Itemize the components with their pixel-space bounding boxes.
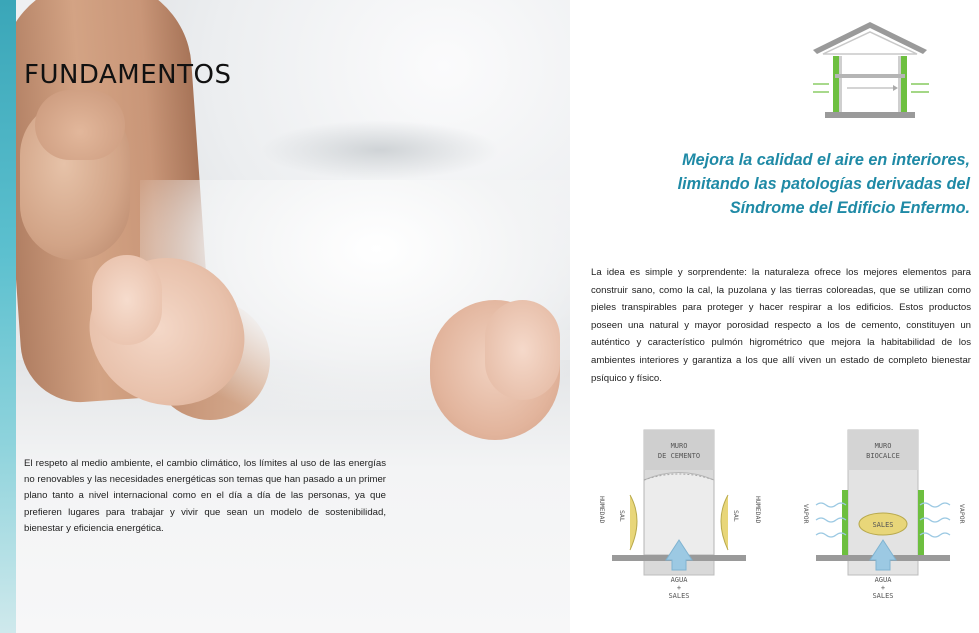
center-label: SALES [872,521,894,529]
bottom-label: SALES [668,592,690,600]
right-page [570,0,979,633]
diagram-title: DE CEMENTO [657,452,701,460]
bottom-label: SALES [872,592,894,600]
biocalce-wall-icon [796,420,966,620]
diagram-title: MURO [670,442,688,450]
headline-line: limitando las patologías derivadas del [677,175,970,193]
side-label: HUMEDAD [598,496,606,524]
side-label: VAPOR [802,504,810,524]
page-title: FUNDAMENTOS [24,60,232,90]
headline-line: Mejora la calidad el aire en interiores, [682,151,970,169]
teal-accent-strip [0,0,16,633]
diagram-title: BIOCALCE [866,452,900,460]
headline [610,148,970,220]
side-label: HUMEDAD [754,496,762,524]
headline-line: Síndrome del Edificio Enfermo. [729,199,970,217]
intro-paragraph: El respeto al medio ambiente, el cambio climático, los límites al uso de las energías no renovables y las necesidades energéticas son temas que han pasado a un primer plano tanto a nivel internacional como en el día a día de las personas, ya que prefieren lugares para trabajar y vivir que sean un modelo de sostenibilidad, bienestar y eficiencia energética. [24,458,386,534]
baby-toes-right [485,300,560,400]
baby-toes-left [92,255,162,345]
bottom-label: AGUA [874,576,892,584]
adult-foot [20,100,130,260]
duvet-fold [260,120,500,180]
body-paragraph: La idea es simple y sorprendente: la naturaleza ofrece los mejores elementos para construir sano, como la cal, la puzolana y las tierras coloreadas, que se utilizan como pieles transpirables para proteger y hacer respirar a los edificios. Estos productos poseen una natural y mayor porosidad respecto a los de cemento, constituyen un auténtico y característico pulmón higrométrico que mejora la habitabilidad de los ambientes interiores y garantiza a los que allí viven un estado de completo bienestar psíquico y físico. [591,267,971,384]
bottom-label: + [676,584,682,592]
bottom-label: + [880,584,886,592]
diagram-title: MURO [874,442,892,450]
salt-label: SAL [618,510,626,522]
salt-label: SAL [732,510,740,522]
house-section-icon [805,18,935,124]
bottom-label: AGUA [670,576,688,584]
cement-wall-icon [592,420,762,620]
adult-toe [35,90,125,160]
side-label: VAPOR [958,504,966,524]
